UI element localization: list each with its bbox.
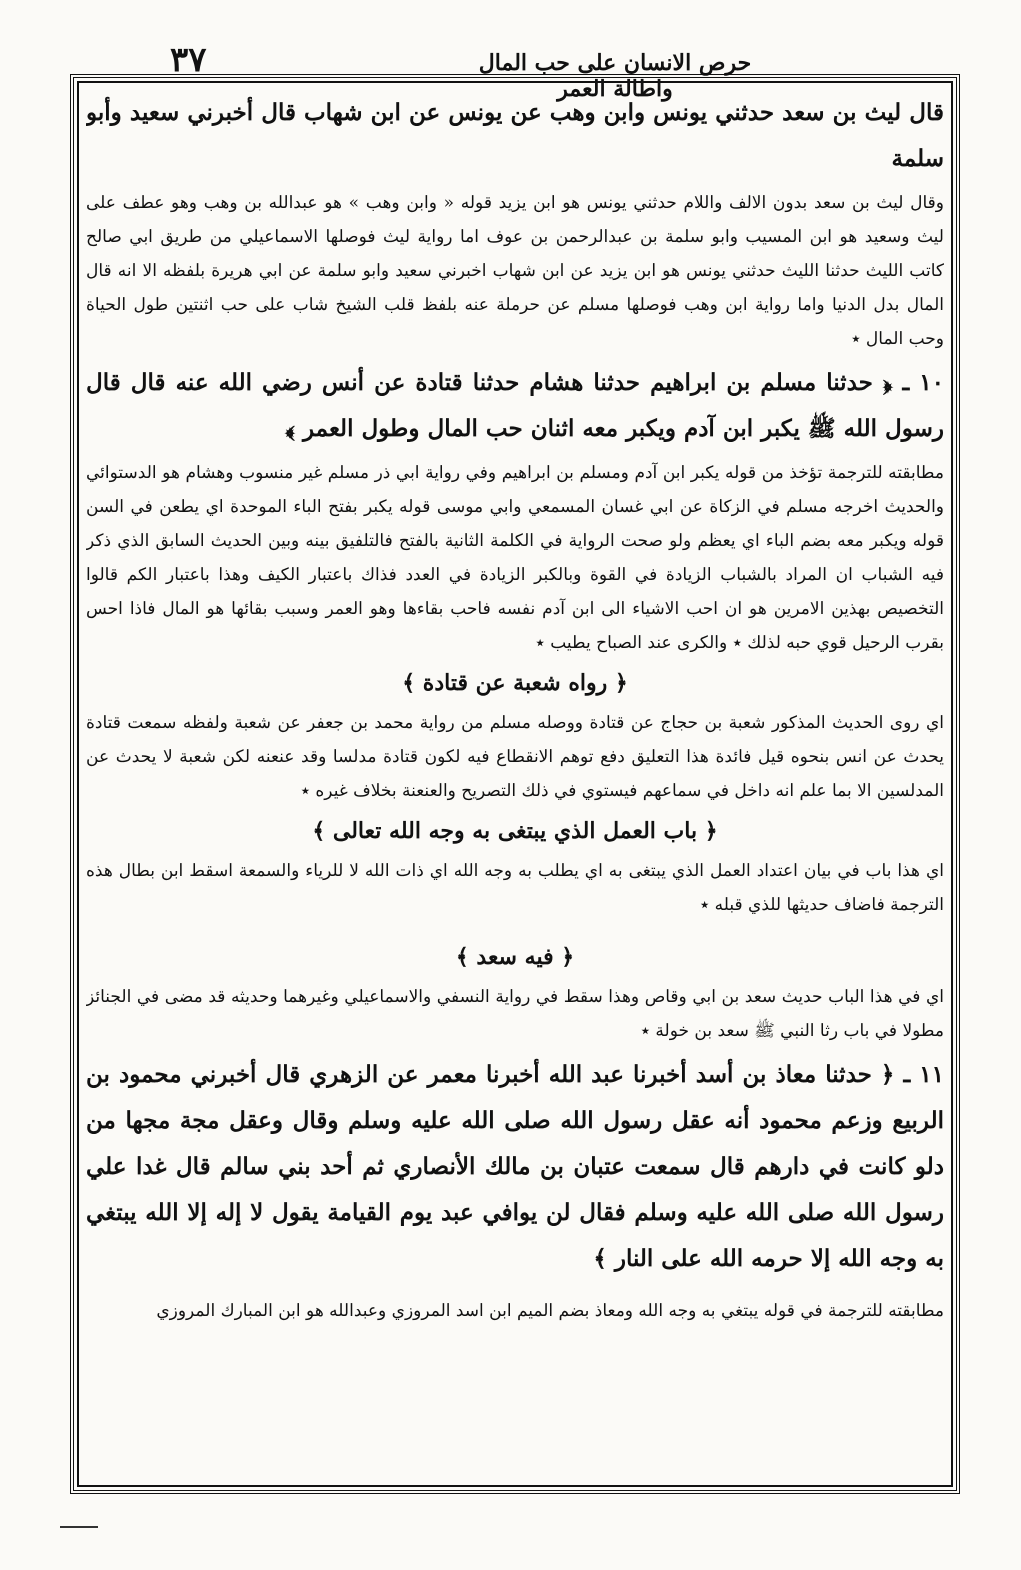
hadith-text: ١١ ـ ﴿ حدثنا معاذ بن أسد أخبرنا عبد الله أخبرنا معمر عن الزهري قال أخبرني محمود بن الربيع وزعم محمود أنه عقل رسول الله صلى الله عليه وسلم وقال وعقل مجة مجها من دلو كانت في دارهم قال سمعت عتبان بن مالك الأنصاري ثم أحد بني سالم قال غدا علي رسول الله صلى الله عليه وسلم فقال لن يوافي عبد يوم القيامة يقول لا إله إلا الله يبتغي به وجه الله إلا حرمه الله على النار ﴾ bbox=[86, 1061, 944, 1272]
section-heading: ﴿ فيه سعد ﴾ bbox=[455, 944, 575, 970]
hadith-text: قال ليث بن سعد حدثني يونس وابن وهب عن يونس عن ابن شهاب قال أخبرني سعيد وأبو سلمة bbox=[86, 99, 944, 172]
chapter-heading: ﴿ باب العمل الذي يبتغى به وجه الله تعالى ﴾ bbox=[312, 818, 718, 844]
running-title: حرص الانسان على حب المال واطالة العمر bbox=[478, 50, 752, 102]
commentary-text: اي روى الحديث المذكور شعبة بن حجاج عن قتادة ووصله مسلم من رواية محمد بن جعفر عن شعبة ولفظه سمعت قتادة يحدث عن انس بنحوه قيل فائدة هذا التعليق دفع توهم الانقطاع فيه لكون قتادة مدلسا وقد عنعنه لكن شعبة لا يحدث عن المدلسين الا بما علم انه داخل في سماعهم فيستوي في ذلك التصريح والعنعنة بخلاف غيره ٭ bbox=[86, 713, 944, 801]
hadith-text: ١٠ ـ ﴿ حدثنا مسلم بن ابراهيم حدثنا هشام حدثنا قتادة عن أنس رضي الله عنه قال قال رسول الله ﷺ يكبر ابن آدم ويكبر معه اثنان حب المال وطول العمر ﴾ bbox=[86, 369, 944, 442]
commentary-text: اي هذا باب في بيان اعتداد العمل الذي يبتغى به اي يطلب به وجه الله اي ذات الله لا للرياء والسمعة اسقط ابن بطال هذه الترجمة فاضاف حديثها للذي قبله ٭ bbox=[86, 861, 944, 915]
section-heading: ﴿ رواه شعبة عن قتادة ﴾ bbox=[402, 670, 628, 696]
page-number: ٣٧ bbox=[170, 40, 207, 80]
margin-mark bbox=[60, 1526, 98, 1528]
commentary-text: اي في هذا الباب حديث سعد بن ابي وقاص وهذا سقط في رواية النسفي والاسماعيلي وغيرهما وحديثه قد مضى في الجنائز مطولا في باب رثا النبي ﷺ سعد بن خولة ٭ bbox=[86, 987, 944, 1041]
commentary-text: مطابقته للترجمة تؤخذ من قوله يكبر ابن آدم ومسلم بن ابراهيم وفي رواية ابي ذر مسلم غير منسوب وهشام هو الدستوائي والحديث اخرجه مسلم في الزكاة عن ابي غسان المسمعي وابي موسى قوله يكبر بفتح الباء الموحدة اي يطعن في السن قوله ويكبر معه بضم الباء اي يعظم ولو صحت الرواية في الكلمة الثانية بالفتح فالتلفيق بينه وبين الحديث السابق الذي ذكر فيه الشباب ان المراد بالشباب الزيادة في القوة وبالكبر الزيادة في العدد فذاك باعتبار الكيف وهذا باعتبار الكم قالوا التخصيص بهذين الامرين هو ان احب الاشياء الى ابن آدم نفسه فاحب بقاءها وهو العمر وسبب بقائها هو المال فاذا احس بقرب الرحيل قوي حبه لذلك ٭ والكرى عند الصباح يطيب ٭ bbox=[86, 463, 944, 653]
running-header bbox=[70, 18, 970, 102]
commentary-text: وقال ليث بن سعد بدون الالف واللام حدثني يونس هو ابن يزيد قوله « وابن وهب » هو عبدالله بن وهب وهو عطف على ليث وسعيد هو ابن المسيب وابو سلمة بن عبدالرحمن بن عوف اما رواية ليث فوصلها الاسماعيلي من طريق ابي صالح كاتب الليث حدثنا الليث حدثني يونس هو ابن يزيد عن ابن شهاب اخبرني سعيد وابو سلمة عن ابي هريرة بلفظه الا انه قال المال بدل الدنيا واما رواية ابن وهب فوصلها مسلم عن حرملة عنه بلفظ قلب الشيخ شاب على حب اثنتين طول الحياة وحب المال ٭ bbox=[86, 193, 944, 349]
text-block bbox=[86, 90, 944, 1480]
commentary-text: مطابقته للترجمة في قوله يبتغي به وجه الله ومعاذ بضم الميم ابن اسد المروزي وعبدالله هو ابن المبارك المروزي bbox=[156, 1301, 944, 1321]
